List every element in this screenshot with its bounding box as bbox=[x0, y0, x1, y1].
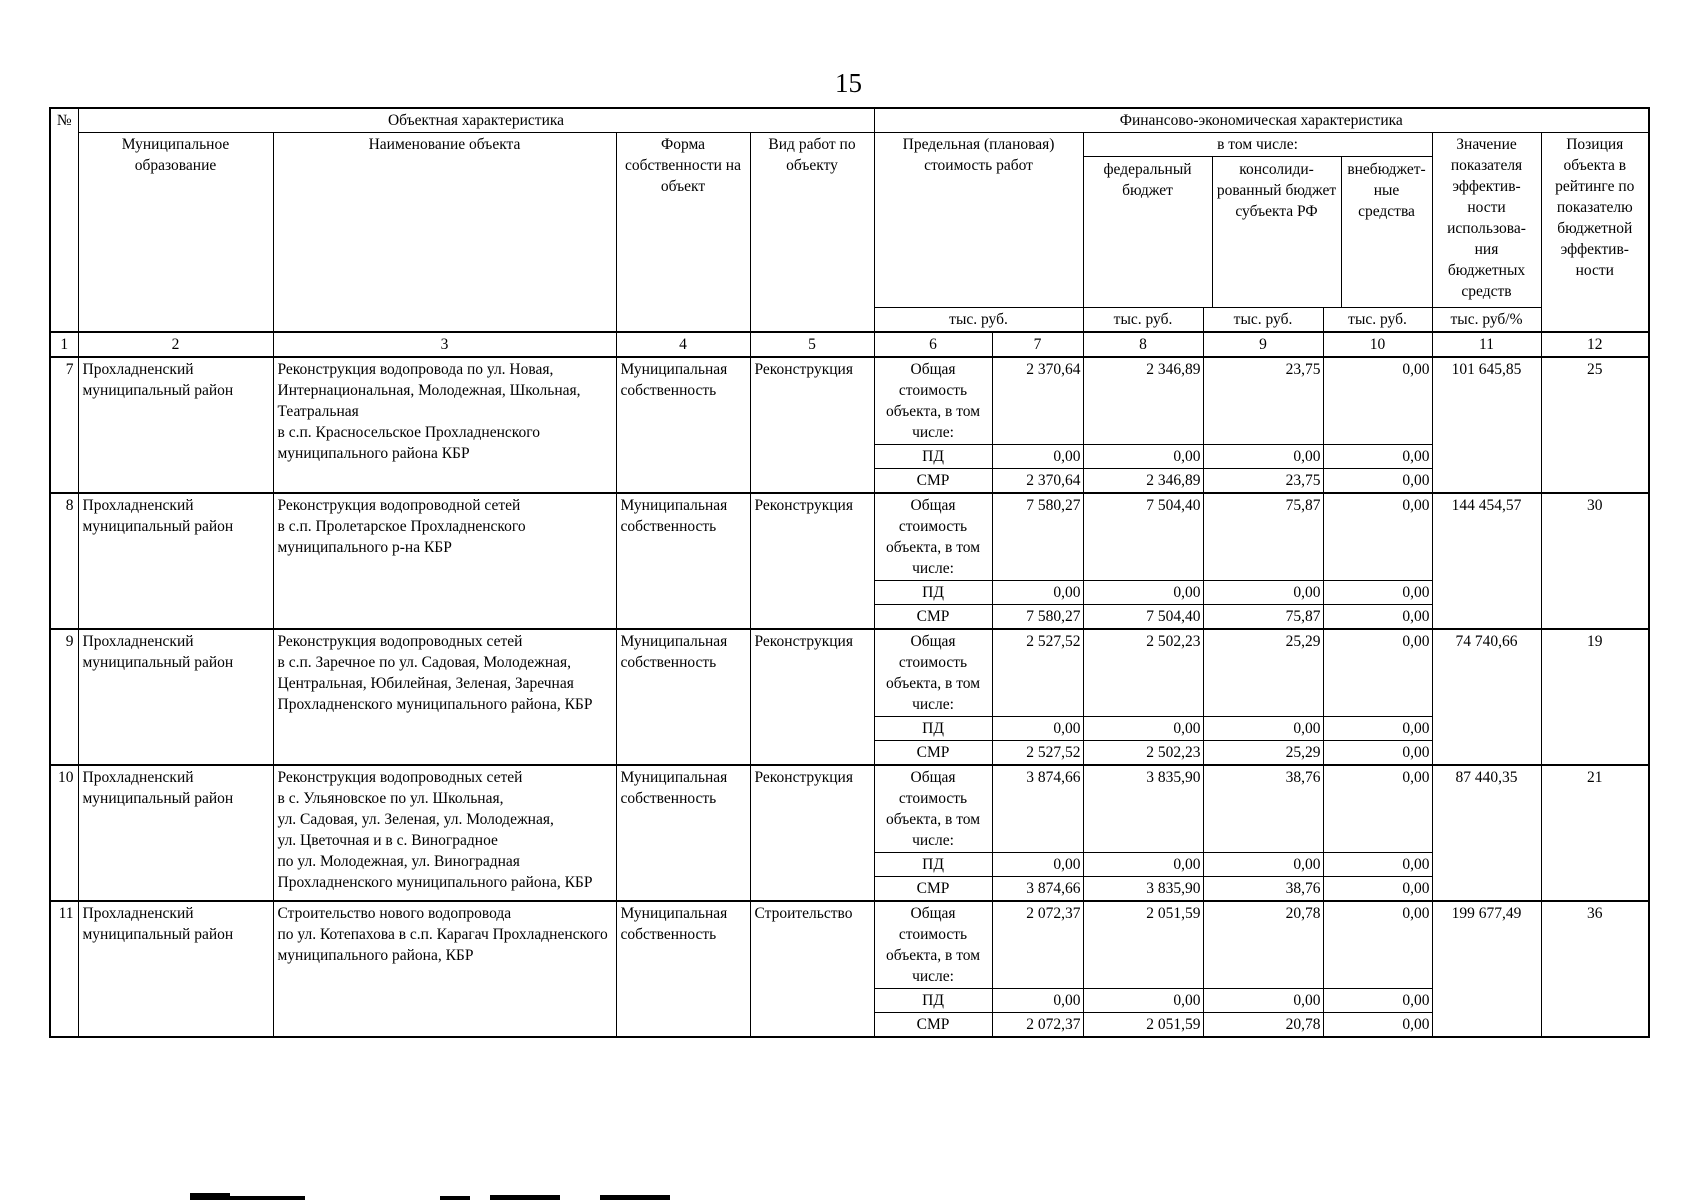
smr-label: СМР bbox=[874, 877, 992, 902]
indicator-cell: 101 645,85 bbox=[1432, 357, 1541, 493]
pd-label: ПД bbox=[874, 853, 992, 877]
smr-value-cell: 2 527,52 bbox=[992, 741, 1083, 766]
indicator-cell: 87 440,35 bbox=[1432, 765, 1541, 901]
total-value-cell: 2 502,23 bbox=[1083, 629, 1203, 717]
column-number: 12 bbox=[1541, 332, 1649, 357]
total-value-cell: 0,00 bbox=[1323, 493, 1432, 581]
smr-value-cell: 7 504,40 bbox=[1083, 605, 1203, 630]
smr-value-cell: 23,75 bbox=[1203, 469, 1323, 494]
work-type-cell: Реконструкция bbox=[750, 765, 874, 901]
pd-value-cell: 0,00 bbox=[992, 445, 1083, 469]
table-row bbox=[50, 765, 1649, 853]
smr-value-cell: 38,76 bbox=[1203, 877, 1323, 902]
total-cost-label: Общая стоимость объекта, в том числе: bbox=[874, 629, 992, 717]
municipality-cell: Прохладненский муниципальный район bbox=[78, 629, 273, 765]
smr-value-cell: 3 835,90 bbox=[1083, 877, 1203, 902]
total-value-cell: 2 051,59 bbox=[1083, 901, 1203, 989]
header-ownership: Форма собственности на объект bbox=[616, 133, 750, 333]
column-number: 7 bbox=[992, 332, 1083, 357]
pd-value-cell: 0,00 bbox=[1203, 989, 1323, 1013]
row-number: 11 bbox=[50, 901, 78, 1037]
object-name-cell: Реконструкция водопровода по ул. Новая, Интернациональная, Молодежная, Школьная, Театральная в с.п. Красносельское Прохладненского муниципального района КБР bbox=[273, 357, 616, 493]
pd-value-cell: 0,00 bbox=[1083, 989, 1203, 1013]
ownership-cell: Муниципальная собственность bbox=[616, 357, 750, 493]
position-cell: 19 bbox=[1541, 629, 1649, 765]
unit-federal: тыс. руб. bbox=[1083, 308, 1203, 333]
row-number: 9 bbox=[50, 629, 78, 765]
smr-value-cell: 0,00 bbox=[1323, 877, 1432, 902]
pd-value-cell: 0,00 bbox=[1323, 989, 1432, 1013]
pd-value-cell: 0,00 bbox=[1323, 853, 1432, 877]
municipality-cell: Прохладненский муниципальный район bbox=[78, 765, 273, 901]
total-value-cell: 0,00 bbox=[1323, 765, 1432, 853]
pd-value-cell: 0,00 bbox=[1323, 581, 1432, 605]
indicator-cell: 199 677,49 bbox=[1432, 901, 1541, 1037]
total-value-cell: 0,00 bbox=[1323, 629, 1432, 717]
table-row bbox=[50, 629, 1649, 717]
header-position: Позиция объекта в рейтинге по показателю бюджетной эффектив-ности bbox=[1541, 133, 1649, 333]
smr-label: СМР bbox=[874, 469, 992, 494]
column-numbers-row bbox=[50, 332, 1649, 357]
smr-value-cell: 2 502,23 bbox=[1083, 741, 1203, 766]
pd-value-cell: 0,00 bbox=[1203, 581, 1323, 605]
object-name-cell: Реконструкция водопроводных сетей в с. Ульяновское по ул. Школьная, ул. Садовая, ул. Зеленая, ул. Молодежная, ул. Цветочная и в с. Виноградное по ул. Молодежная, ул. Виноградная Прохладненского муниципального района, КБР bbox=[273, 765, 616, 901]
header-work-type: Вид работ по объекту bbox=[750, 133, 874, 333]
ownership-cell: Муниципальная собственность bbox=[616, 765, 750, 901]
smr-label: СМР bbox=[874, 1013, 992, 1038]
smr-value-cell: 0,00 bbox=[1323, 469, 1432, 494]
pd-value-cell: 0,00 bbox=[992, 853, 1083, 877]
ownership-cell: Муниципальная собственность bbox=[616, 629, 750, 765]
pd-value-cell: 0,00 bbox=[1203, 445, 1323, 469]
bottom-edge-mark bbox=[490, 1195, 560, 1200]
header-including-group bbox=[1083, 133, 1432, 308]
unit-cost: тыс. руб. bbox=[874, 308, 1083, 333]
pd-value-cell: 0,00 bbox=[992, 989, 1083, 1013]
pd-value-cell: 0,00 bbox=[1083, 581, 1203, 605]
unit-consolidated: тыс. руб. bbox=[1203, 308, 1323, 333]
header-no: № bbox=[50, 108, 78, 332]
object-name-cell: Строительство нового водопровода по ул. Котепахова в с.п. Карагач Прохладненского муниципального района, КБР bbox=[273, 901, 616, 1037]
total-value-cell: 2 370,64 bbox=[992, 357, 1083, 445]
object-name-cell: Реконструкция водопроводных сетей в с.п. Заречное по ул. Садовая, Молодежная, Центральная, Юбилейная, Зеленая, Заречная Прохладненского муниципального района, КБР bbox=[273, 629, 616, 765]
total-value-cell: 3 874,66 bbox=[992, 765, 1083, 853]
header-indicator: Значение показателя эффектив-ности использова-ния бюджетных средств bbox=[1432, 133, 1541, 308]
smr-label: СМР bbox=[874, 741, 992, 766]
bottom-edge-mark bbox=[600, 1195, 670, 1200]
table-row bbox=[50, 901, 1649, 989]
table-row bbox=[50, 493, 1649, 581]
position-cell: 36 bbox=[1541, 901, 1649, 1037]
indicator-cell: 74 740,66 bbox=[1432, 629, 1541, 765]
smr-value-cell: 20,78 bbox=[1203, 1013, 1323, 1038]
pd-value-cell: 0,00 bbox=[1203, 717, 1323, 741]
smr-value-cell: 75,87 bbox=[1203, 605, 1323, 630]
total-value-cell: 75,87 bbox=[1203, 493, 1323, 581]
municipality-cell: Прохладненский муниципальный район bbox=[78, 357, 273, 493]
header-including: в том числе: bbox=[1084, 133, 1432, 157]
pd-value-cell: 0,00 bbox=[992, 581, 1083, 605]
smr-value-cell: 2 051,59 bbox=[1083, 1013, 1203, 1038]
smr-value-cell: 0,00 bbox=[1323, 1013, 1432, 1038]
column-number: 2 bbox=[78, 332, 273, 357]
work-type-cell: Строительство bbox=[750, 901, 874, 1037]
pd-value-cell: 0,00 bbox=[992, 717, 1083, 741]
pd-value-cell: 0,00 bbox=[1203, 853, 1323, 877]
ownership-cell: Муниципальная собственность bbox=[616, 901, 750, 1037]
unit-indicator: тыс. руб/% bbox=[1432, 308, 1541, 333]
pd-label: ПД bbox=[874, 717, 992, 741]
row-number: 10 bbox=[50, 765, 78, 901]
header-federal: федеральный бюджет bbox=[1084, 157, 1213, 307]
column-number: 11 bbox=[1432, 332, 1541, 357]
pd-label: ПД bbox=[874, 581, 992, 605]
total-cost-label: Общая стоимость объекта, в том числе: bbox=[874, 493, 992, 581]
total-value-cell: 25,29 bbox=[1203, 629, 1323, 717]
total-value-cell: 2 072,37 bbox=[992, 901, 1083, 989]
total-value-cell: 2 346,89 bbox=[1083, 357, 1203, 445]
work-type-cell: Реконструкция bbox=[750, 493, 874, 629]
total-value-cell: 7 504,40 bbox=[1083, 493, 1203, 581]
total-value-cell: 23,75 bbox=[1203, 357, 1323, 445]
smr-label: СМР bbox=[874, 605, 992, 630]
smr-value-cell: 7 580,27 bbox=[992, 605, 1083, 630]
position-cell: 30 bbox=[1541, 493, 1649, 629]
total-cost-label: Общая стоимость объекта, в том числе: bbox=[874, 765, 992, 853]
pd-label: ПД bbox=[874, 989, 992, 1013]
total-value-cell: 7 580,27 bbox=[992, 493, 1083, 581]
column-number: 5 bbox=[750, 332, 874, 357]
pd-value-cell: 0,00 bbox=[1083, 717, 1203, 741]
smr-value-cell: 2 346,89 bbox=[1083, 469, 1203, 494]
work-type-cell: Реконструкция bbox=[750, 357, 874, 493]
header-municipality: Муниципальное образование bbox=[78, 133, 273, 333]
header-object-name: Наименование объекта bbox=[273, 133, 616, 333]
table-row bbox=[50, 357, 1649, 445]
total-value-cell: 0,00 bbox=[1323, 357, 1432, 445]
header-extrabudget: внебюджет-ные средства bbox=[1347, 161, 1426, 220]
total-value-cell: 38,76 bbox=[1203, 765, 1323, 853]
row-number: 8 bbox=[50, 493, 78, 629]
column-number: 3 bbox=[273, 332, 616, 357]
page-number: 15 bbox=[835, 68, 862, 98]
smr-value-cell: 0,00 bbox=[1323, 741, 1432, 766]
total-value-cell: 3 835,90 bbox=[1083, 765, 1203, 853]
header-columns-row bbox=[50, 133, 1649, 308]
column-number: 4 bbox=[616, 332, 750, 357]
municipality-cell: Прохладненский муниципальный район bbox=[78, 493, 273, 629]
column-number: 1 bbox=[50, 332, 78, 357]
column-number: 8 bbox=[1083, 332, 1203, 357]
header-consolidated: консолиди-рованный бюджет субъекта РФ bbox=[1213, 157, 1342, 307]
column-number: 6 bbox=[874, 332, 992, 357]
bottom-edge-mark bbox=[440, 1196, 470, 1200]
smr-value-cell: 2 370,64 bbox=[992, 469, 1083, 494]
bottom-edge-mark bbox=[190, 1193, 230, 1200]
object-name-cell: Реконструкция водопроводной сетей в с.п. Пролетарское Прохладненского муниципального р-на КБР bbox=[273, 493, 616, 629]
pd-value-cell: 0,00 bbox=[1323, 445, 1432, 469]
total-value-cell: 20,78 bbox=[1203, 901, 1323, 989]
unit-extra: тыс. руб. bbox=[1323, 308, 1432, 333]
indicator-cell: 144 454,57 bbox=[1432, 493, 1541, 629]
smr-value-cell: 25,29 bbox=[1203, 741, 1323, 766]
municipality-cell: Прохладненский муниципальный район bbox=[78, 901, 273, 1037]
smr-value-cell: 2 072,37 bbox=[992, 1013, 1083, 1038]
total-cost-label: Общая стоимость объекта, в том числе: bbox=[874, 357, 992, 445]
header-cost: Предельная (плановая) стоимость работ bbox=[874, 133, 1083, 308]
pd-value-cell: 0,00 bbox=[1083, 445, 1203, 469]
investment-objects-table bbox=[49, 107, 1650, 1038]
pd-label: ПД bbox=[874, 445, 992, 469]
header-group-row bbox=[50, 108, 1649, 133]
pd-value-cell: 0,00 bbox=[1083, 853, 1203, 877]
header-finance-group: Финансово-экономическая характеристика bbox=[874, 108, 1649, 133]
smr-value-cell: 3 874,66 bbox=[992, 877, 1083, 902]
column-number: 9 bbox=[1203, 332, 1323, 357]
total-cost-label: Общая стоимость объекта, в том числе: bbox=[874, 901, 992, 989]
ownership-cell: Муниципальная собственность bbox=[616, 493, 750, 629]
work-type-cell: Реконструкция bbox=[750, 629, 874, 765]
smr-value-cell: 0,00 bbox=[1323, 605, 1432, 630]
header-object-group: Объектная характеристика bbox=[78, 108, 874, 133]
position-cell: 25 bbox=[1541, 357, 1649, 493]
bottom-edge-mark bbox=[225, 1196, 305, 1200]
total-value-cell: 0,00 bbox=[1323, 901, 1432, 989]
column-number: 10 bbox=[1323, 332, 1432, 357]
position-cell: 21 bbox=[1541, 765, 1649, 901]
pd-value-cell: 0,00 bbox=[1323, 717, 1432, 741]
row-number: 7 bbox=[50, 357, 78, 493]
total-value-cell: 2 527,52 bbox=[992, 629, 1083, 717]
